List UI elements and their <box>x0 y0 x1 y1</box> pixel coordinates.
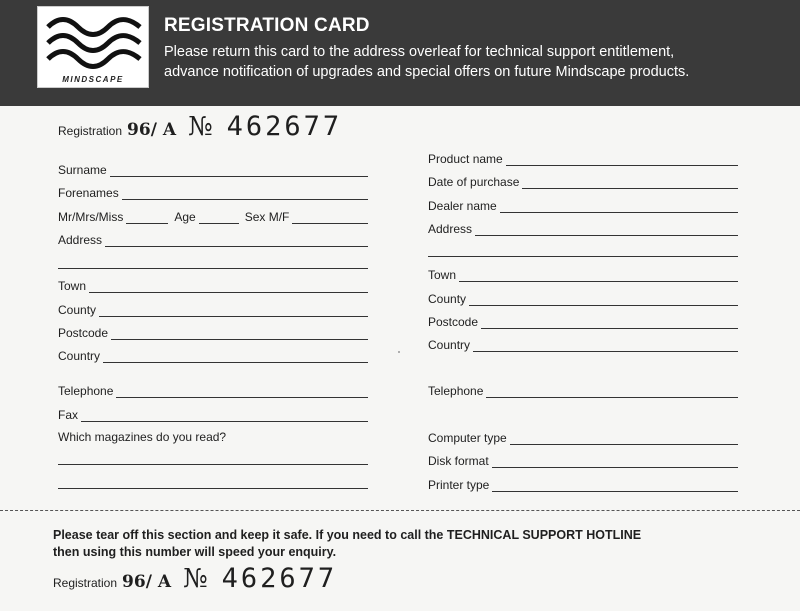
magazines-line-2[interactable] <box>58 488 368 489</box>
registration-prefix-bottom: 96/ A <box>122 572 172 592</box>
forenames-label: Forenames <box>58 186 119 200</box>
disk-format-label: Disk format <box>428 454 489 468</box>
subtitle-line-2: advance notification of upgrades and special offers on future Mindscape products. <box>164 64 690 80</box>
surname-label: Surname <box>58 163 107 177</box>
disk-format-field[interactable] <box>428 454 738 468</box>
postcode-label-left: Postcode <box>58 326 109 340</box>
telephone-field-right[interactable] <box>428 384 738 398</box>
registration-number: 462677 <box>226 111 343 142</box>
sex-label: Sex M/F <box>244 210 290 224</box>
tear-off-instructions <box>53 527 773 561</box>
address-field-left[interactable] <box>58 233 368 247</box>
country-label-left: Country <box>58 349 101 363</box>
age-label: Age <box>174 210 196 224</box>
dealer-name-label: Dealer name <box>428 199 497 213</box>
dealer-name-field[interactable] <box>428 199 738 213</box>
address-field-right[interactable] <box>428 222 738 236</box>
number-symbol-bottom: № <box>183 564 208 594</box>
registration-card <box>0 106 800 611</box>
date-of-purchase-label: Date of purchase <box>428 175 520 189</box>
town-label-right: Town <box>428 268 457 282</box>
postcode-field-left[interactable] <box>58 326 368 340</box>
town-field-right[interactable] <box>428 268 738 282</box>
title-age-sex-row[interactable] <box>58 210 368 224</box>
product-name-label: Product name <box>428 152 503 166</box>
card-subtitle <box>164 42 784 82</box>
address-line-2-left[interactable] <box>58 268 368 269</box>
fax-label: Fax <box>58 408 79 422</box>
header-banner <box>0 0 800 106</box>
registration-label-bottom: Registration <box>53 576 118 590</box>
wave-logo-icon <box>44 13 144 73</box>
town-field-left[interactable] <box>58 279 368 293</box>
address-label-right: Address <box>428 222 473 236</box>
postcode-label-right: Postcode <box>428 315 479 329</box>
registration-number-bottom <box>53 563 337 594</box>
date-of-purchase-field[interactable] <box>428 175 738 189</box>
tear-off-line <box>0 510 800 511</box>
address-line-2-right[interactable] <box>428 256 738 257</box>
county-label-left: County <box>58 303 97 317</box>
card-title: REGISTRATION CARD <box>164 15 370 36</box>
country-label-right: Country <box>428 338 471 352</box>
title-label: Mr/Mrs/Miss <box>58 210 124 224</box>
fax-field[interactable] <box>58 408 368 422</box>
telephone-label-right: Telephone <box>428 384 484 398</box>
mindscape-logo <box>37 6 149 88</box>
product-name-field[interactable] <box>428 152 738 166</box>
postcode-field-right[interactable] <box>428 315 738 329</box>
country-field-right[interactable] <box>428 338 738 352</box>
registration-number-bottom-value: 462677 <box>221 563 338 594</box>
county-label-right: County <box>428 292 467 306</box>
paper-speck <box>398 351 400 353</box>
registration-number-top <box>58 111 342 142</box>
telephone-label-left: Telephone <box>58 384 114 398</box>
address-label-left: Address <box>58 233 103 247</box>
forenames-field[interactable] <box>58 186 368 200</box>
town-label-left: Town <box>58 279 87 293</box>
magazines-line-1[interactable] <box>58 464 368 465</box>
printer-type-field[interactable] <box>428 478 738 492</box>
tear-off-line-1: Please tear off this section and keep it safe. If you need to call the TECHNICAL SUPPORT HOTLINE <box>53 528 642 542</box>
county-field-left[interactable] <box>58 303 368 317</box>
telephone-field-left[interactable] <box>58 384 368 398</box>
logo-brand-text: MINDSCAPE <box>62 75 124 84</box>
computer-type-field[interactable] <box>428 431 738 445</box>
tear-off-line-2: then using this number will speed your enquiry. <box>53 545 337 559</box>
number-symbol: № <box>188 112 213 142</box>
registration-label: Registration <box>58 124 123 138</box>
surname-field[interactable] <box>58 163 368 177</box>
county-field-right[interactable] <box>428 292 738 306</box>
computer-type-label: Computer type <box>428 431 507 445</box>
magazines-question: Which magazines do you read? <box>58 430 227 444</box>
printer-type-label: Printer type <box>428 478 490 492</box>
country-field-left[interactable] <box>58 349 368 363</box>
subtitle-line-1: Please return this card to the address overleaf for technical support entitlement, <box>164 44 675 60</box>
registration-prefix: 96/ A <box>127 120 177 140</box>
